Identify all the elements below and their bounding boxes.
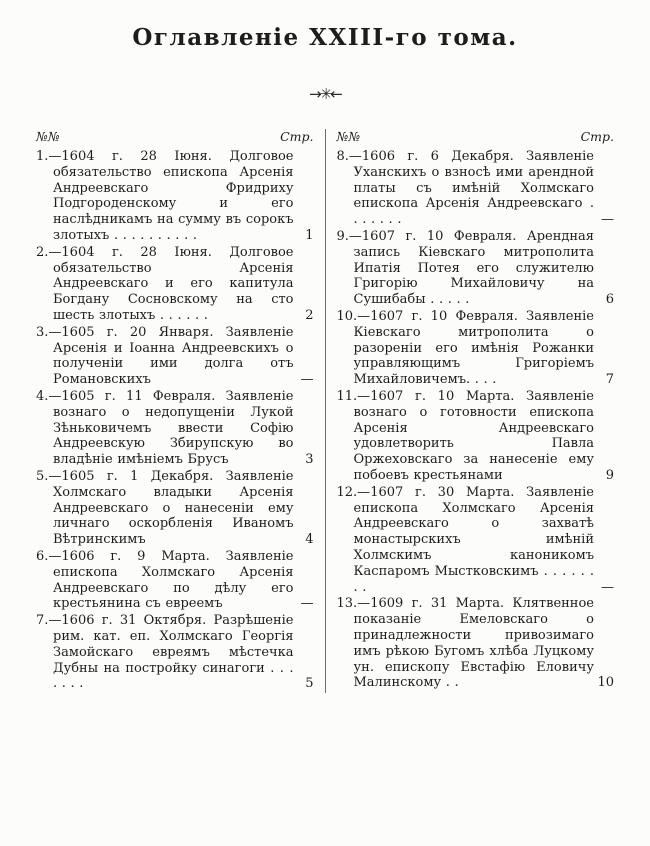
entry-number: 11.— [336,388,371,404]
entry-text: 1604 г. 28 Іюня. Долговое обязательство Арсенія Андреевскаго и его капитула Богдану Сосновскому на сто шесть злотыхъ . . . . . . [53,244,294,323]
entry-page: — [300,372,314,388]
toc-entry [36,245,314,324]
entry-number: 3.— [36,324,62,340]
entry-page: 4 [305,532,314,548]
entry-page: 1 [305,227,314,243]
column-header-number: №№ [36,129,60,144]
toc-entry [36,549,314,612]
toc-entry [337,309,615,388]
column-header [36,129,314,144]
toc-column [36,129,325,693]
entry-number: 10.— [336,308,371,324]
toc-columns [36,129,614,693]
entry-number: 9.— [336,228,362,244]
entry-page: — [601,579,614,595]
entry-page: — [300,596,314,612]
toc-column [325,129,615,693]
toc-entry [36,469,314,548]
toc-entry [36,149,314,244]
toc-entry [36,389,314,468]
entry-number: 5.— [36,468,62,484]
entry-page: 3 [305,452,314,468]
entry-list [337,149,615,691]
entry-text: 1605 г. 20 Января. Заявленіе Арсенія и Іоанна Андреевскихъ о полученіи ими долга отъ Романовскихъ [53,324,294,388]
column-header-number: №№ [336,129,361,144]
entry-number: 2.— [36,244,62,260]
entry-text: 1607 г. 10 Марта. Заявленіе вознаго о готовности епископа Арсенія Андреевскаго удовлетворить Павла Оржеховскаго за нанесеніе ему побоевъ крестьянами [353,388,594,483]
entry-text: 1607 г. 10 Февраля. Арендная запись Кіевскаго митрополита Ипатія Потея его служителю Григорію Михайловичу на Сушибабы . . . . . [353,228,594,308]
toc-entry [337,485,615,596]
entry-page: 5 [305,676,314,692]
entry-list [36,149,314,692]
entry-number: 7.— [36,613,62,629]
entry-number: 4.— [36,388,62,404]
column-header-page: Стр. [280,129,314,144]
entry-text: 1606 г. 6 Декабря. Заявленіе Уханскихъ о взносѣ ими арендной платы съ имѣній Холмскаго епископа Арсенія Андреевскаго . . . . . . . [353,149,594,228]
entry-page: 10 [597,675,614,691]
entry-text: 1605 г. 11 Февраля. Заявленіе вознаго о недопущеніи Лукой Зѣньковичемъ ввести Софію Андреевскую Збирупскую во владѣніе имѣніемъ Брусъ [53,388,294,468]
entry-text: 1607 г. 30 Марта. Заявленіе епископа Холмскаго Арсенія Андреевскаго о захватѣ монастырскихъ имѣній Холмскимъ каноникомъ Каспаромъ Мыстковскимъ . . . . . . . . [353,484,594,595]
entry-number: 1.— [36,149,62,164]
entry-page: 9 [605,467,614,483]
entry-text: 1605 г. 1 Декабря. Заявленіе Холмскаго владыки Арсенія Андреевскаго о нанесеніи ему личнаго оскорбленія Иваномъ Вѣтринскимъ [53,468,294,548]
entry-number: 13.— [336,596,371,612]
entry-page: 6 [605,292,614,308]
entry-text: 1606 г. 9 Марта. Заявленіе епископа Холмскаго Арсенія Андреевскаго по дѣлу его крестьянина съ евреемъ [53,548,294,612]
entry-text: 1607 г. 10 Февраля. Заявленіе Кіевскаго митрополита о разореніи его имѣнія Рожанки управляющимъ Григоріемъ Михайловичемъ. . . . [353,308,594,388]
entry-page: 2 [305,307,314,323]
toc-entry [337,149,615,228]
entry-page: — [601,212,614,228]
toc-entry [337,229,615,308]
toc-entry [337,596,615,691]
entry-text: 1606 г. 31 Октября. Разрѣшеніе рим. кат. еп. Холмскаго Георгія Замойскаго евреямъ мѣстечка Дубны на постройку синагоги . . . . . . . [53,613,294,692]
entry-page: 7 [605,372,614,388]
entry-number: 6.— [36,548,62,564]
toc-entry [36,325,314,388]
column-header-page: Стр. [580,129,614,144]
toc-entry [36,613,314,692]
toc-entry [337,389,615,484]
entry-text: 1609 г. 31 Марта. Клятвенное показаніе Емеловскаго о принадлежности привозимаго имъ рѣкою Бугомъ хлѣба Луцкому ун. епископу Евстафію Еловичу Малинскому . . [353,596,594,691]
page-title: Оглавленіе XXIII-го тома. [132,24,518,51]
entry-number: 8.— [336,149,362,164]
entry-number: 12.— [336,484,371,500]
column-header [337,129,615,144]
entry-text: 1604 г. 28 Іюня. Долговое обязательство епископа Арсенія Андреевскаго Фридриху Подгороденскому и его наслѣдникамъ на сумму въ сорокъ злотыхъ . . . . . . . . . . [53,149,294,243]
ornament-divider-icon: →✳← [309,85,341,103]
